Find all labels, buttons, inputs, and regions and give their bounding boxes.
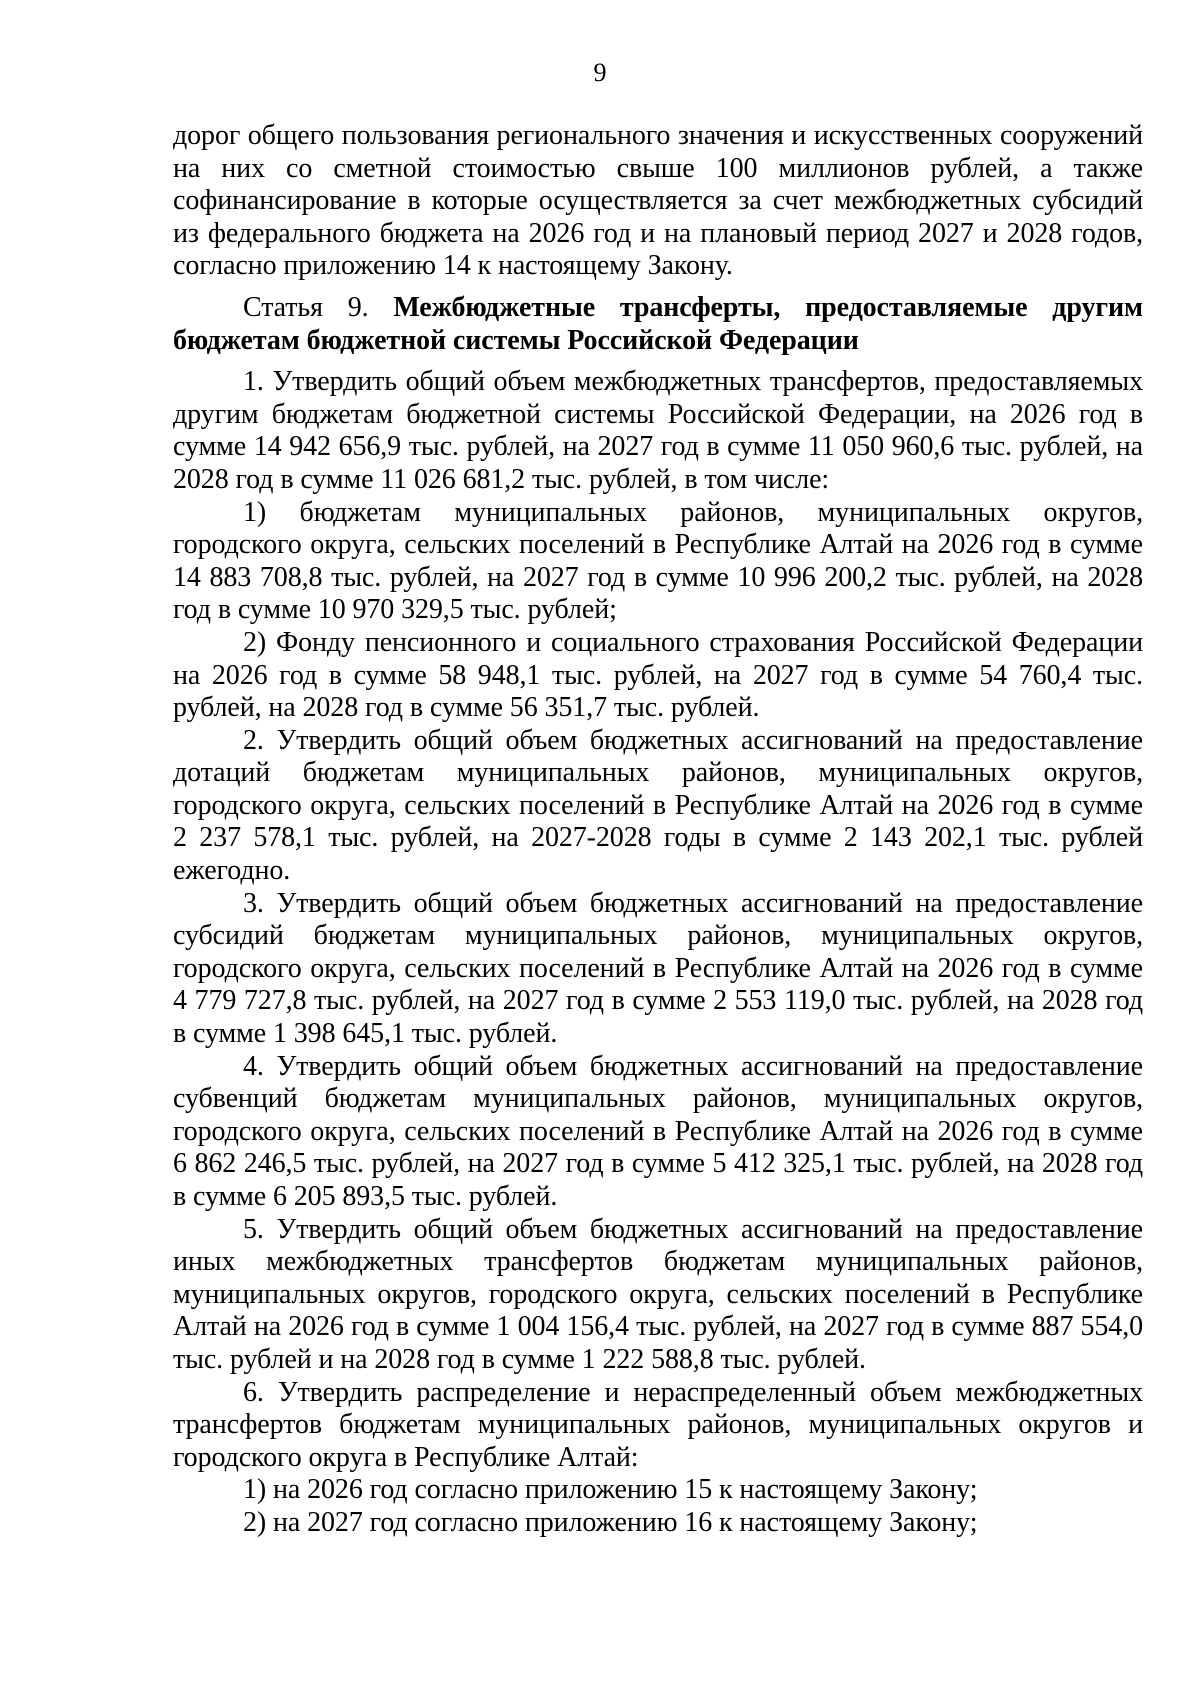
paragraph-1-item-1: 1) бюджетам муниципальных районов, муниципальных округов, городского округа, сельских поселений в Республике Алтай на 2026 год в сумме 14 883 708,8 тыс. рублей, на 2027 год в сумме 10 996 200,2 тыс. рублей, на 2028 год в сумме 10 970 329,5 тыс. рублей; — [173, 496, 1143, 626]
page-number: 9 — [593, 58, 607, 87]
paragraph-intro: дорог общего пользования регионального значения и искусственных сооружений на них со сметной стоимостью свыше 100 миллионов рублей, а также софинансирование в которые осуществляется за счет межбюджетных субсидий из федерального бюджета на 2026 год и на плановый период 2027 и 2028 годов, согласно приложению 14 к настоящему Закону. — [173, 120, 1143, 282]
paragraph-6-item-1: 1) на 2026 год согласно приложению 15 к настоящему Закону; — [243, 1474, 978, 1506]
paragraph-1: 1. Утвердить общий объем межбюджетных трансфертов, предоставляемых другим бюджетам бюджетной системы Российской Федерации, на 2026 год в сумме 14 942 656,9 тыс. рублей, на 2027 год в сумме 11 050 960,6 тыс. рублей, на 2028 год в сумме 11 026 681,2 тыс. рублей, в том числе: — [173, 366, 1143, 495]
paragraph-2: 2. Утвердить общий объем бюджетных ассигнований на предоставление дотаций бюджетам муниципальных районов, муниципальных округов, городского округа, сельских поселений в Республике Алтай на 2026 год в сумме 2 237 578,1 тыс. рублей, на 2027-2028 годы в сумме 2 143 202,1 тыс. рублей ежегодно. — [173, 724, 1143, 887]
paragraph-5: 5. Утвердить общий объем бюджетных ассигнований на предоставление иных межбюджетных трансфертов бюджетам муниципальных районов, муниципальных округов, городского округа, сельских поселений в Республике Алтай на 2026 год в сумме 1 004 156,4 тыс. рублей, на 2027 год в сумме 887 554,0 тыс. рублей и на 2028 год в сумме 1 222 588,8 тыс. рублей. — [173, 1213, 1143, 1375]
paragraph-6: 6. Утвердить распределение и нераспределенный объем межбюджетных трансфертов бюджетам муниципальных районов, муниципальных округов и городского округа в Республике Алтай: — [173, 1376, 1143, 1473]
paragraph-4: 4. Утвердить общий объем бюджетных ассигнований на предоставление субвенций бюджетам муниципальных районов, муниципальных округов, городского округа, сельских поселений в Республике Алтай на 2026 год в сумме 6 862 246,5 тыс. рублей, на 2027 год в сумме 5 412 325,1 тыс. рублей, на 2028 год в сумме 6 205 893,5 тыс. рублей. — [173, 1050, 1143, 1212]
paragraph-6-item-2: 2) на 2027 год согласно приложению 16 к настоящему Закону; — [243, 1506, 978, 1538]
paragraph-3: 3. Утвердить общий объем бюджетных ассигнований на предоставление субсидий бюджетам муниципальных районов, муниципальных округов, городского округа, сельских поселений в Республике Алтай на 2026 год в сумме 4 779 727,8 тыс. рублей, на 2027 год в сумме 2 553 119,0 тыс. рублей, на 2028 год в сумме 1 398 645,1 тыс. рублей. — [173, 887, 1143, 1050]
paragraph-1-item-2: 2) Фонду пенсионного и социального страхования Российской Федерации на 2026 год в сумме 58 948,1 тыс. рублей, на 2027 год в сумме 54 760,4 тыс. рублей, на 2028 год в сумме 56 351,7 тыс. рублей. — [173, 626, 1143, 724]
document-body — [173, 120, 1143, 1540]
article-title: Межбюджетные трансферты, предоставляемые другим бюджетам бюджетной системы Российской Федерации — [173, 291, 1143, 356]
article-heading — [173, 292, 1143, 357]
article-number: Статья 9. — [243, 291, 394, 323]
